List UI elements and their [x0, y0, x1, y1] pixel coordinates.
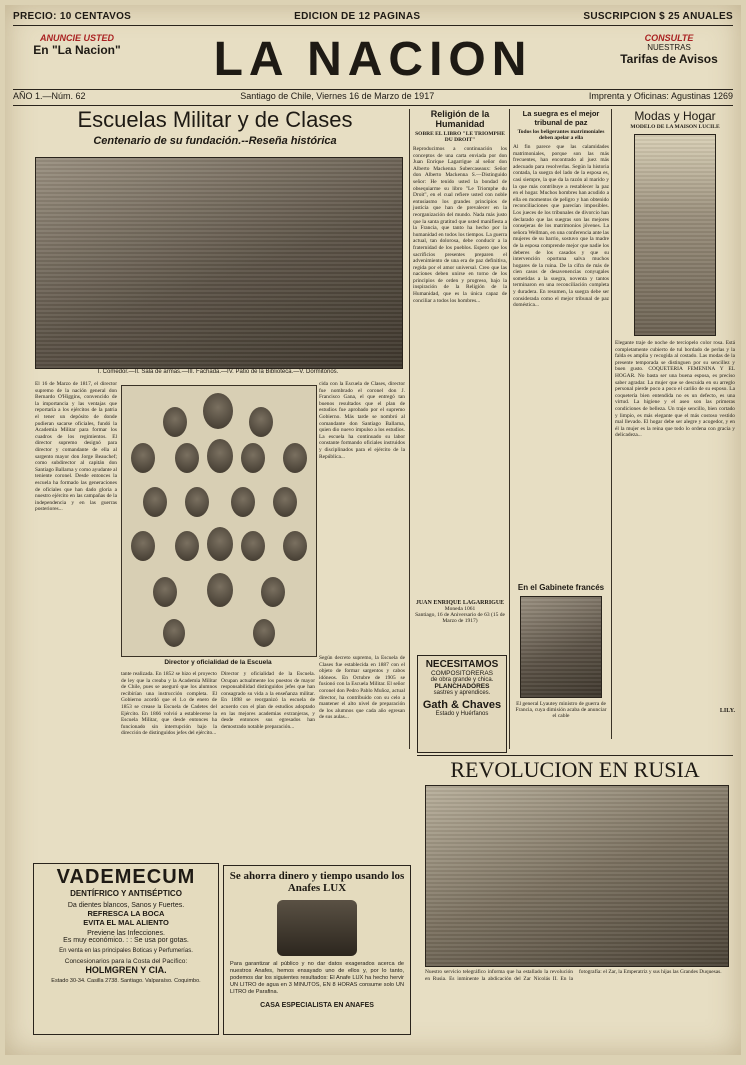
lux-footer: CASA ESPECIALISTA EN ANAFES	[260, 1002, 374, 1009]
portrait	[206, 438, 234, 474]
portrait	[202, 392, 234, 430]
portrait-grid	[122, 386, 316, 656]
portrait	[282, 442, 308, 474]
portrait	[240, 530, 266, 562]
necesitamos-ad	[417, 655, 507, 753]
ad-line: COMPOSITORERAS	[430, 670, 493, 677]
price: PRECIO: 10 CENTAVOS	[13, 11, 132, 22]
top-bar	[13, 11, 733, 25]
ad-line: PLANCHADORES	[434, 683, 490, 690]
suegra-text: Al fin parece que las calamidades matrimoniales, porque son las más frecuentes, han encontrado al juez más adecuado para resolverlas. Según la historia contada, la suegra del lado de la esposa es, casi siempre, la que da la razón al marido y la que más contribuye a restablecer la paz en el hogar. Muchos hombres han acudido a ella en momentos de peligro y han obtenido reconciliaciones que parecían imposibles. Los jueces de los tribunales de divorcio han declarado que las suegras son las mejores consejeras de los matrimonios jóvenes. La señora Wellman, en una conferencia ante las mujeres de su barrio, sostuvo que la madre de la esposa comprende mejor que nadie los deberes de los casados y que su intervención oportuna salva muchos hogares de la ruina. De la cifra de más de cien casos de desavenencias conyugales sometidas a la suegra, noventa y tantos terminaron en una reconciliación completa y duradera. En resumen, la suegra debe ser considerada como el mejor tribunal de paz doméstica...	[513, 144, 609, 309]
portrait	[130, 442, 156, 474]
religion-subheadline: SOBRE EL LIBRO "LE TRIOMPHE DU DROIT"	[415, 131, 505, 143]
general-portrait-photo	[520, 596, 602, 698]
column-rule	[409, 109, 410, 749]
left-ear-line1: ANUNCIE USTED	[39, 33, 114, 43]
suegra-subheadline: Todos los beligerantes matrimoniales deben apelar a ella	[517, 129, 605, 141]
vademecum-ad	[33, 863, 219, 1035]
escuela-subheadline: Centenario de su fundación.--Reseña histórica	[93, 135, 337, 147]
rusia-caption: Nuestro servicio telegráfico informa que ha estallado la revolución en Rusia. Es inminente la abdicación del Zar Nicolás II. En la fotografía: el Zar, la Emperatriz y sus hijas las Grandes Duquesas.	[425, 969, 722, 982]
escuela-text-col3: cida con la Escuela de Clases, director fue nombrado el coronel don J. Francisco Gana, el que entregó tan buenos resultados que el plan de estudios fue aprobado por el supremo Gobierno. Más tarde se nombró al comandante don Santiago Ballarna, quien dio nuevo impulso a los estudios. La escuela ha continuado su labor constante formando oficiales instruidos y disciplinados para el ejército de la República...	[319, 381, 405, 460]
portrait	[142, 486, 168, 518]
gabinete-article	[513, 583, 609, 753]
ad-line: Es muy económico. : : Se usa por gotas.	[63, 937, 189, 944]
religion-signature: JUAN ENRIQUE LAGARRIGUE	[415, 600, 505, 606]
newspaper-page	[5, 5, 741, 1055]
issue-number: AÑO 1.—Núm. 62	[13, 91, 86, 101]
ad-line: Previene las Infecciones.	[87, 930, 165, 937]
portrait	[152, 576, 178, 608]
gabinete-caption: El general Lyautey ministro de guerra de Francia, cuya dimisión acaba de anunciar el cable	[515, 701, 607, 719]
tsar-family-photo	[425, 785, 729, 967]
info-rule	[13, 105, 733, 106]
masthead	[13, 27, 733, 89]
portrait	[240, 442, 266, 474]
modas-text: Elegante traje de noche de terciopelo color rosa. Está completamente cubierto de tul bordado de perlas y la falda es amplia y recogida al costado. Las modas de la presente temporada se distinguen por su sencillez y buen gusto. COQUETERIA FEMENINA Y EL HOGAR. No basta ser una buena esposa, es preciso saber agradar. La mujer que se descuida en su arreglo personal pierde poco a poco el cariño de su esposo. La coquetería bien entendida no es un defecto, es una virtud. La higiene y el aseo son las primeras condiciones de belleza. Un traje sencillo, bien cortado y limpio, es más elegante que el más costoso vestido mal llevado. El hogar debe ser alegre y acogedor, y en él la mujer es la reina que todo lo ordena con gracia y delicadeza...	[615, 340, 735, 439]
religion-date: Santiago, 16 de Aniversario de 63 (15 de Marzo de 1917)	[415, 612, 505, 624]
lux-text: Para garantizar al público y no dar datos exagerados acerca de nuestros Anafes, hemos ensayado uno de ellos y, por lo tanto, podemos dar los siguientes resultados: El Anafe LUX ha hecho hervir UN LITRO de agua en 3 MINUTOS, EN 8 HORAS consume solo UN LITRO de Parafina.	[230, 961, 404, 995]
portrait	[174, 442, 200, 474]
ad-line: Estado 30-34. Casilla 2738. Santiago. Valparaíso. Coquimbo.	[51, 978, 201, 984]
religion-article	[413, 109, 507, 649]
suegra-headline: La suegra es el mejor tribunal de paz	[522, 109, 600, 127]
left-ear	[17, 33, 137, 79]
modas-headline: Modas y Hogar	[634, 109, 716, 123]
officers-caption: Director y oficialidad de la Escuela	[164, 659, 272, 666]
ad-line: Da dientes blancos, Sanos y Fuertes.	[67, 902, 185, 909]
ad-line: Concesionarios para la Costa del Pacífico:	[64, 958, 188, 965]
escuela-text-col5: Según decreto supremo, la Escuela de Clases fue establecida en 1887 con el objeto de formar sargentos y cabos idóneos. En Octubre de 1905 se fusionó con la Escuela Militar. El señor coronel don Pedro Pablo Muñoz, actual director, ha contribuido con su celo a mantener el alto nivel de preparación de los alumnos que cada año egresan de sus aulas...	[319, 655, 405, 721]
religion-signature-address: Moneda 1061	[444, 606, 476, 612]
portrait	[252, 618, 276, 648]
column-rule	[509, 109, 510, 749]
portrait	[162, 618, 186, 648]
left-ear-line2: En "La Nacion"	[33, 43, 121, 57]
portrait	[206, 526, 234, 562]
lux-headline: Se ahorra dinero y tiempo usando los Anafes LUX	[229, 870, 405, 894]
portrait	[260, 576, 286, 608]
press-address: Imprenta y Oficinas: Agustinas 1269	[588, 91, 733, 101]
top-rule	[13, 25, 733, 26]
ad-line: Estado y Huérfanos	[435, 711, 489, 717]
school-photo-collage	[35, 157, 403, 369]
ad-brand: Gath & Chaves	[422, 699, 502, 711]
fashion-model-photo	[634, 134, 716, 336]
ad-line: DENTÍFRICO Y ANTISÉPTICO	[70, 889, 182, 898]
info-bar	[13, 91, 733, 105]
photo-caption: I. Comedor.—II. Sala de armas.—III. Fachada.—IV. Patio de la Biblioteca.—V. Dormitorios.	[97, 369, 339, 375]
escuela-text-col1: El 16 de Marzo de 1817, el director supremo de la nación general don Bernardo O'Higgins, convencido de la importancia y las ventajas que reportaría a los ejércitos de la patria el tener un depósito de donde pudieran sacarse oficiales, fundó la Academia Militar para formar los cuadros de los regimientos. El director supremo designó para director y comandante de ella al sargento mayor don Jorge Beauchef; como subdirector al capitán don Santiago Ballarna y como ayudante al teniente coronel. Desde entonces la escuela ha formado las generaciones de oficiales que han dado gloria a nuestro ejército en las campañas de la independencia y en las guerras posteriores...	[35, 381, 117, 513]
portrait	[206, 572, 234, 608]
modas-signature: LILY.	[719, 708, 735, 714]
officers-group-portrait	[121, 385, 317, 657]
ad-line: de obra grande y chica.	[430, 677, 494, 683]
portrait	[162, 406, 188, 438]
ad-line: sastres y aprendices.	[433, 690, 491, 696]
mast-rule	[13, 89, 733, 90]
right-ear-line2: NUESTRAS	[647, 43, 691, 52]
lux-ad	[223, 865, 411, 1035]
ad-line: EVITA EL MAL ALIENTO	[83, 918, 169, 927]
portrait	[174, 530, 200, 562]
portrait	[230, 486, 256, 518]
portrait	[130, 530, 156, 562]
escuela-headline: Escuelas Militar y de Clases	[77, 107, 353, 132]
edition: EDICION DE 12 PAGINAS	[294, 11, 421, 22]
subscription: SUSCRIPCION $ 25 ANUALES	[583, 11, 733, 22]
newspaper-title: LA NACION	[213, 33, 533, 86]
modas-subheadline: MODELO DE LA MAISON LUCILE	[630, 124, 720, 130]
religion-headline: Religión de la Humanidad	[430, 109, 490, 129]
rusia-rule	[417, 755, 733, 756]
rusia-headline: REVOLUCION EN RUSIA	[450, 757, 700, 782]
escuela-text-col4: Director y oficialidad de la Escuela. Ocupan actualmente los puestos de mayor responsabilidad distinguidos jefes que han consagrado su vida a la enseñanza militar. En 1898 se reorganizó la escuela de acuerdo con el plan de estudios adoptado en las mejores academias extranjeras, y desde entonces sus egresados han demostrado notable preparación...	[221, 671, 315, 730]
dateline: Santiago de Chile, Viernes 16 de Marzo de 1917	[240, 91, 435, 101]
ad-line: En venta en las principales Boticas y Perfumerías.	[59, 948, 193, 954]
suegra-article	[513, 109, 609, 579]
religion-text: Reproducimos a continuación los conceptos de una carta enviada por don Juan Enrique Lagarrigue al señor don Alberto Mackenna Subercaseaux: Señor don Alberto Mackenna S.—Distinguido señor: He tenido usted la bondad de obsequiarme su libro "Le Triomphe du Droit", en el cual refiere usted con noble entusiasmo los grandes principios de justicia que han de prevalecer en la reorganización del mundo. Nada más justo que la santa gratitud que usted manifiesta a la Francia, que tanto ha hecho por la humanidad en todos los tiempos. La guerra actual, tan dolorosa, debe conducir a la fraternidad de los pueblos. Espero que los sacrificios presentes preparen el advenimiento de una era de paz definitiva, regida por el amor universal. Creo que las naciones deben unirse en torno de los principios de orden y progreso, bajo la inspiración de la Religión de la Humanidad, que es la única capaz de conciliar a todos los hombres...	[413, 146, 507, 304]
right-ear-line3: Tarifas de Avisos	[620, 52, 718, 66]
portrait	[282, 530, 308, 562]
ad-line: REFRESCA LA BOCA	[87, 909, 165, 918]
portrait	[248, 406, 274, 438]
right-ear	[609, 33, 729, 79]
ad-line: HOLMGREN Y CIA.	[85, 965, 167, 975]
portrait	[272, 486, 298, 518]
stove-illustration	[277, 900, 357, 956]
ad-line: NECESITAMOS	[425, 659, 499, 670]
column-rule	[611, 109, 612, 739]
portrait	[184, 486, 210, 518]
gabinete-headline: En el Gabinete francés	[517, 583, 605, 592]
modas-article	[615, 109, 735, 714]
escuela-text-col2: tante realizada. En 1852 se hizo el proyecto de ley que la creaba y la Academia Militar de Chile, pues se aseguró que los alumnos recibirían una instrucción completa. El Gobierno acordó que el 1.o de enero de 1853 se crease la Escuela de Cadetes del Ejército. En 1866 volvió a establecerse la Escuela Militar, que desde entonces ha funcionado sin interrupción bajo la dirección de distinguidos jefes del ejército...	[121, 671, 217, 737]
vademecum-brand: VADEMECUM	[56, 866, 196, 888]
right-ear-line1: CONSULTE	[644, 33, 694, 43]
